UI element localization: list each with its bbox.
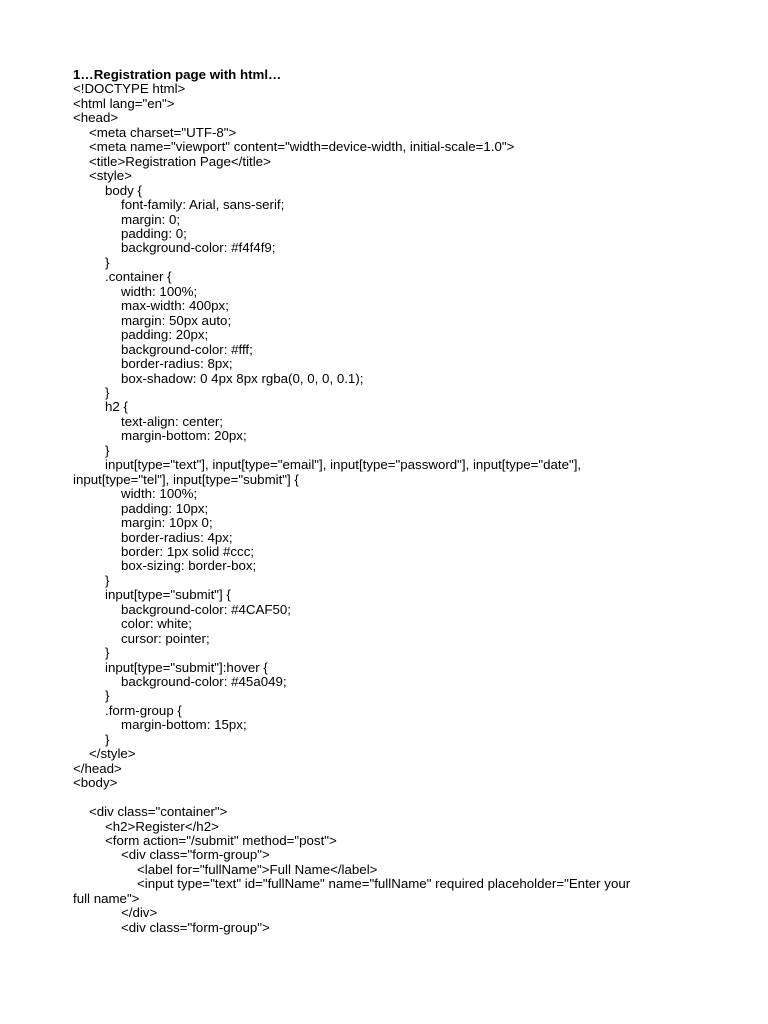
code-line: <title>Registration Page</title> [89,153,271,169]
code-line: <meta name="viewport" content="width=device-width, initial-scale=1.0"> [89,139,515,155]
code-line: box-shadow: 0 4px 8px rgba(0, 0, 0, 0.1); [121,370,364,386]
code-line: background-color: #fff; [121,341,253,357]
code-line: margin-bottom: 20px; [121,428,247,444]
code-line: cursor: pointer; [121,630,210,646]
code-line: <input type="text" id="fullName" name="fullName" required placeholder="Enter your [137,876,631,892]
code-line: border: 1px solid #ccc; [121,543,255,559]
code-line: .container { [105,269,172,285]
code-line: input[type="tel"], input[type="submit"] { [73,471,299,487]
code-line: </head> [73,760,122,776]
code-line: margin: 50px auto; [121,312,232,328]
code-line: <style> [89,168,132,184]
code-line: h2 { [105,399,128,415]
code-listing [73,82,698,935]
code-line: background-color: #45a049; [121,674,287,690]
code-line: input[type="text"], input[type="email"], input[type="password"], input[type="date"], [105,457,582,473]
code-line: padding: 10px; [121,500,209,516]
document-title: 1…Registration page with html… [73,67,282,82]
code-line: } [105,254,110,270]
code-line: input[type="submit"]:hover { [105,659,268,675]
code-line: padding: 0; [121,225,187,241]
code-line: <div class="form-group"> [121,919,270,935]
code-line: width: 100%; [121,486,198,502]
code-line: max-width: 400px; [121,298,229,314]
code-line: body { [105,182,142,198]
code-line: } [105,442,110,458]
code-line: .form-group { [105,702,182,718]
code-line: border-radius: 8px; [121,356,233,372]
code-line: <div class="container"> [89,804,228,820]
code-line: text-align: center; [121,413,223,429]
code-line: box-sizing: border-box; [121,558,257,574]
code-line: margin: 10px 0; [121,515,213,531]
code-line: <form action="/submit" method="post"> [105,833,337,849]
code-line: font-family: Arial, sans-serif; [121,197,285,213]
code-line: <div class="form-group"> [121,847,270,863]
code-line: } [105,731,110,747]
code-line: } [105,645,110,661]
code-line: background-color: #4CAF50; [121,601,291,617]
code-line: <label for="fullName">Full Name</label> [137,861,378,877]
code-line: border-radius: 4px; [121,529,233,545]
code-line: full name"> [73,890,140,906]
code-line: color: white; [121,616,192,632]
code-line: } [105,688,110,704]
code-line: <head> [73,110,119,126]
code-line [73,791,698,805]
code-line: </div> [121,905,158,921]
code-line: input[type="submit"] { [105,587,231,603]
code-line: <html lang="en"> [73,95,175,111]
code-line: padding: 20px; [121,327,209,343]
code-line: } [105,384,110,400]
code-line: <meta charset="UTF-8"> [89,124,237,140]
code-line: <h2>Register</h2> [105,818,219,834]
code-line: margin: 0; [121,211,181,227]
code-line: <body> [73,775,118,791]
code-line: width: 100%; [121,283,198,299]
code-line: </style> [89,746,136,762]
code-line: margin-bottom: 15px; [121,717,247,733]
code-line: <!DOCTYPE html> [73,81,186,97]
code-line: } [105,572,110,588]
code-line: background-color: #f4f4f9; [121,240,276,256]
